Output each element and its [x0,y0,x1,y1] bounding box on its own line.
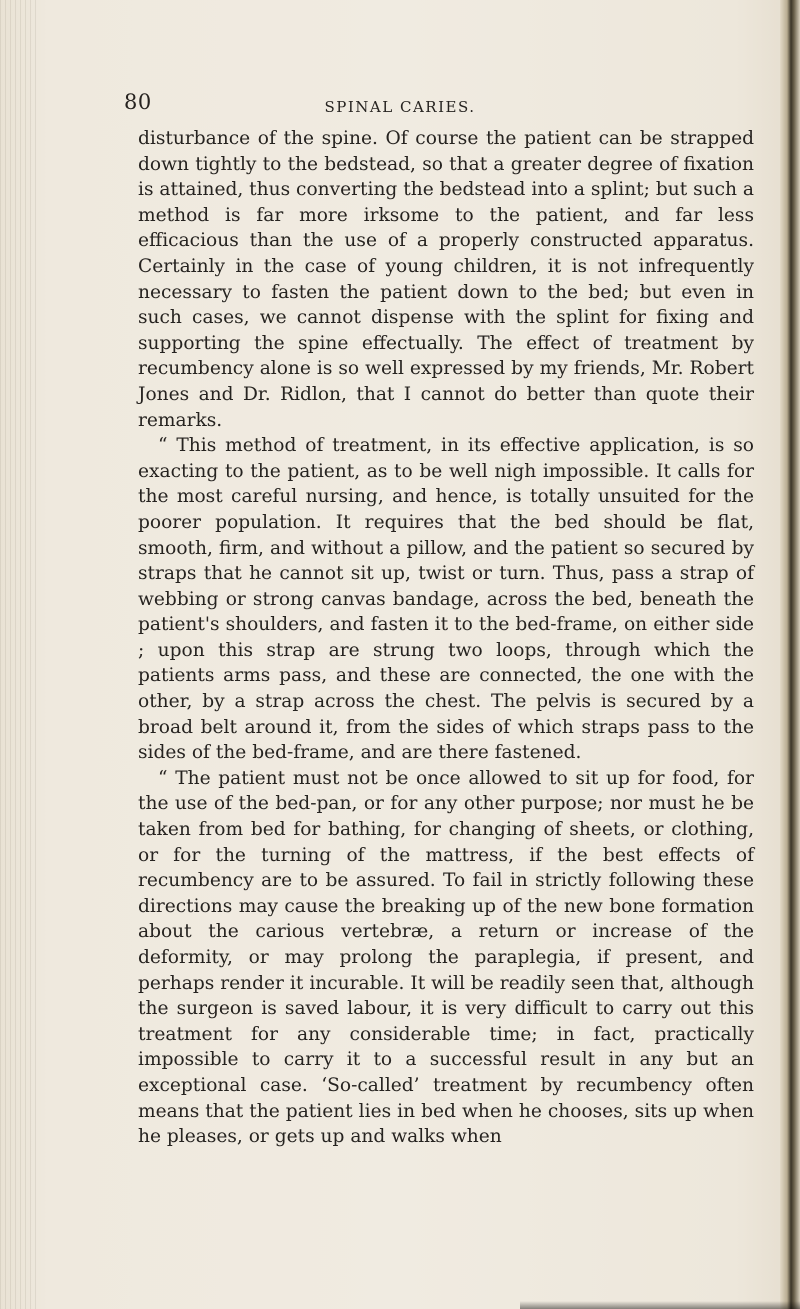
page-number: 80 [124,90,152,114]
page-gutter-left [0,0,40,1309]
paragraph: “ The patient must not be once allowed to sit up for food, for the use of the bed-pan, or for any other purpose; nor must he be taken from bed for bathing, for changing of sheets, or clothing, or for the turning of the mattress, if the best effects of recumbency are to be assured. To fail in strictly following these directions may cause the breaking up of the new bone formation about the carious vertebræ, a return or increase of the deformity, or may prolong the paraplegia, if present, and perhaps render it incurable. It will be readily seen that, although the surgeon is saved labour, it is very difficult to carry out this treatment for any considerable time; in fact, practically impossible to carry it to a successful result in any but an exceptional case. ‘So-called’ treatment by recumbency often means that the patient lies in bed when he chooses, sits up when he pleases, or gets up and walks when [138,767,754,1148]
body-text [138,126,754,1150]
running-head: SPINAL CARIES. [324,98,476,116]
paragraph: “ This method of treatment, in its effective application, is so exacting to the patient, as to be well nigh impossible. It calls for the most careful nursing, and hence, is totally unsuited for the poorer population. It requires that the bed should be flat, smooth, firm, and without a pillow, and the patient so secured by straps that he cannot sit up, twist or turn. Thus, pass a strap of webbing or strong canvas bandage, across the bed, beneath the patient's shoulders, and fasten it to the bed-frame, on either side ; upon this strap are strung two loops, through which the patients arms pass, and these are connected, the one with the other, by a strap across the chest. The pelvis is secured by a broad belt around it, from the sides of which straps pass to the sides of the bed-frame, and are there fastened. [138,435,754,764]
page-shadow [520,1301,800,1309]
page-binding-edge-right [780,0,800,1309]
paragraph: disturbance of the spine. Of course the patient can be strapped down tightly to the bedstead, so that a greater degree of fixation is attained, thus converting the bedstead into a splint; but such a method is far more irksome to the patient, and far less efficacious than the use of a properly constructed apparatus. Certainly in the case of young children, it is not infrequently necessary to fasten the patient down to the bed; but even in such cases, we cannot dispense with the splint for fixing and supporting the spine effectually. The effect of treatment by recumbency alone is so well expressed by my friends, Mr. Robert Jones and Dr. Ridlon, that I cannot do better than quote their remarks. [138,128,754,431]
